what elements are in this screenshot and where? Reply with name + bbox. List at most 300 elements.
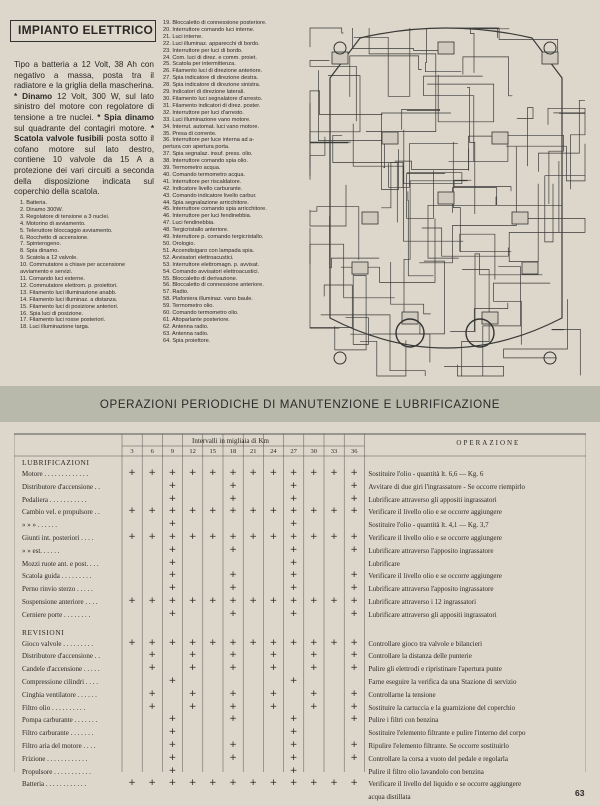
wiring-component (512, 212, 528, 224)
interval-mark: + (188, 637, 197, 648)
legend-item: 48. Tergicristallo anteriore. (163, 227, 229, 234)
interval-mark: + (209, 637, 217, 648)
wire (335, 276, 366, 350)
legend-item: 51. Accendisigaro con lampada spia. (163, 247, 255, 254)
interval-mark: + (289, 480, 298, 491)
interval-mark: + (168, 468, 177, 478)
interval-mark: + (128, 637, 136, 648)
interval-mark: + (209, 468, 217, 478)
interval-mark: + (350, 468, 358, 478)
interval-mark: + (249, 506, 257, 517)
km-column-header: 21 (249, 448, 257, 455)
legend-item: 57. Radio. (163, 289, 189, 296)
table-row-label: Giunti int. posteriori . . . . (22, 534, 94, 542)
interval-mark: + (350, 701, 358, 712)
interval-mark: + (269, 663, 278, 674)
interval-mark: + (209, 506, 217, 517)
interval-mark: + (229, 532, 237, 542)
interval-mark: + (289, 596, 298, 606)
wiring-component (402, 312, 418, 324)
section-title: IMPIANTO ELETTRICO (10, 20, 156, 42)
table-row-operation: Verificare il livello olio e se occorre aggiungere (368, 572, 502, 581)
interval-mark: + (289, 608, 298, 619)
interval-mark: + (229, 701, 237, 712)
interval-mark: + (148, 637, 156, 648)
table-row-label: Frizione . . . . . . . . . . . . (22, 754, 88, 763)
legend-item: 38. Interruttore comando spia olio. (163, 158, 248, 165)
interval-mark: + (330, 637, 338, 648)
legend-item: 40. Comando termometro acqua. (163, 171, 246, 178)
interval-mark: + (128, 506, 136, 517)
interval-mark: + (168, 637, 177, 648)
intervals-header: Intervalli in migliaia di Km (192, 437, 269, 445)
legend-item: 56. Bloccaletto di connessione anteriore. (163, 282, 264, 289)
interval-mark: + (350, 583, 358, 594)
legend-item: 42. Indicatore livello carburante. (163, 185, 243, 192)
interval-mark: + (229, 778, 237, 789)
interval-mark: + (289, 637, 298, 648)
interval-mark: + (289, 714, 298, 725)
interval-mark: + (330, 778, 338, 789)
legend-item: 41. Interruttore per riscaldatore. (163, 178, 242, 185)
table-row-label: Compressione cilindri . . . . (22, 678, 99, 686)
legend-item: 49. Interruttore p. comando tergicristallo. (163, 234, 264, 241)
wire (391, 262, 431, 314)
legend-item: 3. Regolatore di tensione a 3 nuclei. (20, 213, 110, 220)
interval-mark: + (330, 532, 338, 542)
wire (310, 28, 344, 47)
legend-item: 32. Interruttore per luci d'arresto. (163, 109, 244, 116)
interval-mark: + (269, 532, 278, 542)
table-row-label: Motore . . . . . . . . . . . . . (22, 470, 89, 478)
interval-mark: + (289, 532, 298, 542)
interval-mark: + (310, 688, 318, 699)
legend-item: 20. Interruttore comando luci interne. (163, 26, 255, 33)
legend-item: 29. Indicatori di direzione laterali. (163, 89, 245, 96)
table-row-label: Candele d'accensione . . . . . (22, 665, 100, 674)
legend-item: 34. Interrut. automat. luci vano motore. (163, 123, 260, 130)
interval-mark: + (128, 468, 136, 478)
wire (453, 188, 562, 213)
table-row-operation: Sostituire l'elemento filtrante e pulire l'interno del corpo (368, 729, 526, 738)
table-row-label: Filtro carburante . . . . . . . (22, 729, 94, 738)
legend-item: 55. Bloccaletto di derivazione. (163, 275, 238, 282)
table-row-operation: Lubrificare (368, 559, 400, 568)
interval-mark: + (168, 765, 177, 776)
interval-mark: + (128, 778, 136, 789)
interval-mark: + (229, 468, 237, 478)
wire (382, 113, 451, 190)
table-row-operation: Controllarne la tensione (368, 690, 436, 699)
table-row-label: Filtro olio . . . . . . . . . . (22, 703, 86, 712)
legend-item: 7. Spinterogeno. (20, 241, 62, 248)
legend-item: 37. Spia segnalaz. insuf. press. olio. (163, 151, 253, 158)
table-row-operation: Lubrificare attraverso l'apposito ingrassatore (368, 585, 494, 594)
intro-run: 12 Volt, 300 W, sul lato sinistro del motore con regolatore di tensione a tre nuclei. (14, 91, 154, 122)
table-row-operation: Farne eseguire la verifica da una Stazione di servizio (368, 678, 517, 686)
legend-left (20, 200, 155, 331)
interval-mark: + (229, 480, 237, 491)
wiring-diagram (300, 18, 592, 386)
table-row-label: Gioco valvole . . . . . . . . . (22, 639, 93, 648)
table-row-operation: Sostituire la cartuccia e la guarnizione del coperchio (368, 703, 516, 712)
wire (420, 261, 445, 334)
interval-mark: + (148, 688, 156, 699)
interval-mark: + (229, 650, 237, 661)
wire (454, 180, 511, 191)
interval-mark: + (310, 663, 318, 674)
interval-mark: + (269, 650, 278, 661)
interval-mark: + (229, 608, 237, 619)
interval-mark: + (310, 701, 318, 712)
interval-mark: + (289, 519, 298, 530)
table-row-label: Sospensione anteriore . . . . (22, 598, 98, 606)
table-row-label: Distributore d'accensione . . (22, 652, 101, 661)
table-row-label: Scatola guida . . . . . . . . . (22, 572, 92, 581)
legend-item: 62. Antenna radio. (163, 323, 209, 330)
wire (450, 28, 558, 63)
table-row-label: Filtro aria del motore . . . . (22, 742, 96, 750)
section-lubrificazioni: LUBRIFICAZIONI (22, 458, 90, 467)
table-row-operation: Pulire gli elettrodi e ripristinare l'apertura punte (368, 665, 502, 674)
wiring-component (492, 132, 508, 144)
interval-mark: + (289, 570, 298, 581)
intro-run: sul quadrante del contagiri motore. (14, 123, 151, 133)
interval-mark: + (350, 532, 358, 542)
legend-item: 47. Luci fendinebbia. (163, 220, 215, 227)
km-column-header: 30 (310, 448, 318, 455)
interval-mark: + (269, 701, 278, 712)
interval-mark: + (289, 765, 298, 776)
interval-mark: + (168, 752, 177, 763)
table-row-operation: Pulire il filtro olio lavandolo con benzina (368, 767, 484, 776)
interval-mark: + (168, 544, 177, 555)
table-row-operation: Verificare il livello del liquido e se occorre aggiungere (368, 780, 522, 789)
legend-item: 53. Interruttore elettromagn. p. avvisat. (163, 261, 260, 268)
table-row-operation: Controllare gioco tra valvole e bilancieri (368, 639, 483, 648)
interval-mark: + (289, 468, 298, 478)
interval-mark: + (229, 663, 237, 674)
interval-mark: + (148, 778, 156, 789)
intro-run: posta sotto il cofano motore sul lato destro, contiene 10 valvole da 15 A a protezione dei vari circuiti a seconda della disposizione indicata sul coperchio della scatola. (14, 134, 154, 197)
interval-mark: + (289, 740, 298, 750)
legend-item: 33. Luci illuminazione vano motore. (163, 116, 251, 123)
legend-item: 19. Bloccaletto di connessione posteriore. (163, 20, 267, 26)
legend-item: 5. Teleruttore bloccaggio avviamento. (20, 227, 113, 234)
interval-mark: + (168, 727, 177, 738)
interval-mark: + (148, 663, 156, 674)
intro-run: Tipo a batteria a 12 Volt, 38 Ah con negativo a massa, posta tra il radiatore e la griglia della mascherina. (14, 60, 154, 91)
interval-mark: + (229, 493, 237, 504)
interval-mark: + (168, 570, 177, 581)
legend-item: 50. Orologio. (163, 241, 196, 247)
interval-mark: + (289, 752, 298, 763)
interval-mark: + (350, 637, 358, 648)
interval-mark: + (350, 778, 358, 789)
interval-mark: + (289, 676, 298, 686)
wire (504, 299, 568, 358)
interval-mark: + (350, 688, 358, 699)
interval-mark: + (128, 532, 136, 542)
wire (506, 144, 585, 181)
interval-mark: + (310, 506, 318, 517)
interval-mark: + (269, 468, 278, 478)
wire (507, 135, 564, 204)
legend-item: 46. Interruttore per luci fendinebbia. (163, 213, 252, 220)
interval-mark: + (350, 544, 358, 555)
interval-mark: + (168, 506, 177, 517)
interval-mark: + (188, 688, 197, 699)
interval-mark: + (350, 608, 358, 619)
legend-item: 28. Spia indicatore di direzione sinistra. (163, 82, 261, 89)
legend-item: 8. Spia dinamo. (20, 248, 59, 255)
legend-item: 52. Avvisatori elettroacustici. (163, 254, 234, 261)
legend-item: 61. Altoparlante posteriore. (163, 316, 230, 323)
steering-wheel-icon (466, 319, 494, 347)
legend-item: 27. Spia indicatore di direzione destra. (163, 75, 259, 82)
interval-mark: + (330, 468, 338, 478)
wire (427, 75, 494, 122)
interval-mark: + (269, 688, 278, 699)
interval-mark: + (310, 650, 318, 661)
intro-bold-run: * Scatola valvole fusibili (14, 123, 154, 144)
interval-mark: + (168, 676, 177, 686)
interval-mark: + (249, 637, 257, 648)
interval-mark: + (310, 532, 318, 542)
interval-mark: + (229, 740, 237, 750)
legend-item: 25. Scatola per intermittenza. (163, 61, 236, 68)
interval-mark: + (229, 714, 237, 725)
interval-mark: + (289, 544, 298, 555)
wire (310, 285, 352, 328)
interval-mark: + (350, 650, 358, 661)
km-column-header: 36 (350, 448, 358, 455)
wiring-component (438, 192, 454, 204)
legend-item: 31. Filamento indicatori di direz. poster. (163, 102, 261, 109)
legend-item: 11. Comando luci esterne. (20, 275, 85, 282)
table-row-operation: Controllare la distanza delle punterie (368, 652, 472, 661)
intro-bold-run: * Dinamo (14, 91, 53, 101)
interval-mark: + (148, 596, 156, 606)
table-row-operation: Lubrificare attraverso i 12 ingrassatori (368, 598, 477, 606)
interval-mark: + (229, 506, 237, 517)
intro-bold-run: * Spia dinamo (97, 112, 154, 122)
wiring-component (522, 262, 538, 274)
interval-mark: + (350, 570, 358, 581)
banner-title: OPERAZIONI PERIODICHE DI MANUTENZIONE E LUBRIFICAZIONE (99, 398, 501, 411)
interval-mark: + (148, 532, 156, 542)
interval-mark: + (350, 480, 358, 491)
interval-mark: + (249, 532, 257, 542)
wire (460, 234, 495, 279)
section-revisioni: REVISIONI (22, 627, 65, 637)
wire (310, 129, 348, 180)
wire (470, 28, 474, 73)
km-column-header: 24 (270, 448, 277, 455)
interval-mark: + (188, 650, 197, 661)
wire (395, 149, 469, 170)
km-column-header: 18 (229, 448, 237, 455)
interval-mark: + (188, 596, 197, 606)
legend-item: 16. Spia luci di posizione. (20, 310, 84, 317)
interval-mark: + (229, 596, 237, 606)
interval-mark: + (269, 506, 278, 517)
table-row-operation: Lubrificare attraverso gli appositi ingrassatori (368, 610, 497, 619)
legend-item: 45. Interruttore comando spia arricchitore. (163, 206, 267, 213)
lamp-icon (334, 352, 346, 364)
table-row-label: Propulsore . . . . . . . . . . . (22, 767, 91, 776)
wire (444, 365, 503, 376)
interval-mark: + (209, 596, 217, 606)
interval-mark: + (289, 493, 298, 504)
table-row-operation: Sostituire l'olio - quantità lt. 6,6 — Kg. 6 (368, 470, 484, 478)
table-row-label: » » est. . . . . . (22, 546, 60, 555)
interval-mark: + (269, 596, 278, 606)
table-row-operation: Verificare il livello olio e se occorre aggiungere (368, 534, 502, 542)
wire (366, 28, 436, 132)
km-column-header: 27 (290, 448, 297, 455)
legend-item: 58. Plafoniera illuminaz. vano baule. (163, 296, 253, 303)
legend-item: 2. Dinamo 300W. (20, 206, 63, 213)
interval-mark: + (168, 519, 177, 530)
table-row-operation: Avvitare di due giri l'ingrassatore - Se occorre riempirlo (368, 482, 526, 491)
wire (310, 228, 339, 329)
legend-item: 13. Filamento luci illuminazione anabb. (20, 289, 117, 296)
table-row-label: Pompa carburante . . . . . . . (22, 716, 98, 725)
interval-mark: + (229, 688, 237, 699)
legend-item: 17. Filamento luci rosse posteriori. (20, 317, 106, 324)
legend-item: 30. Filamento luci segnalatore d'arresto. (163, 95, 263, 102)
km-column-header: 3 (130, 448, 134, 455)
legend-item: 54. Comando avvisatori elettroacustici. (163, 268, 260, 275)
legend-item: 59. Termometro olio. (163, 303, 214, 310)
interval-mark: + (148, 468, 156, 478)
interval-mark: + (350, 752, 358, 763)
legend-item: 43. Comando indicatore livello carbur. (163, 192, 257, 199)
interval-mark: + (148, 650, 156, 661)
legend-item: 26. Filamento luci di direzione anteriore. (163, 68, 263, 75)
interval-mark: + (229, 752, 237, 763)
legend-item: 36. Interruttore per luce interna ad a- (163, 137, 255, 144)
interval-mark: + (168, 778, 177, 789)
operation-header: OPERAZIONE (456, 439, 521, 447)
interval-mark: + (249, 596, 257, 606)
wire (354, 28, 410, 96)
table-row-operation: Verificare il livello olio e se occorre aggiungere (368, 508, 502, 517)
interval-mark: + (350, 714, 358, 725)
wiring-component (382, 132, 398, 144)
legend-item: 14. Filamento luci illuminaz. a distanza. (20, 296, 118, 303)
wire (350, 56, 422, 97)
legend-item: 15. Filamento luci di posizione anteriori. (20, 303, 119, 310)
interval-mark: + (188, 701, 197, 712)
interval-mark: + (229, 544, 237, 555)
table-row-label: Perno rinvio sterzo . . . . . (22, 585, 93, 594)
wire (310, 76, 360, 138)
interval-mark: + (229, 637, 237, 648)
interval-mark: + (269, 778, 278, 789)
legend-item: avviamento e servizi. (20, 269, 73, 276)
km-column-header: 9 (170, 448, 175, 455)
interval-mark: + (350, 596, 358, 606)
table-row-label: Cinghia ventilatore . . . . . . (22, 690, 97, 699)
interval-mark: + (229, 583, 237, 594)
table-row-label: Pedaliera . . . . . . . . . . . (22, 495, 87, 504)
legend-item: 9. Scatola a 12 valvole. (20, 255, 78, 262)
wire (402, 109, 440, 129)
wiring-component (362, 212, 378, 224)
legend-item: 18. Luci illuminazione targa. (20, 324, 90, 331)
wiring-component (482, 312, 498, 324)
table-row-label: Cambio vel. e propulsore . . (22, 508, 100, 517)
interval-mark: + (289, 778, 298, 789)
table-row-operation: Pulire i filtri con benzina (368, 716, 439, 725)
wire (527, 161, 585, 232)
wiring-component (352, 262, 368, 274)
wire (310, 207, 359, 260)
interval-mark: + (269, 637, 278, 648)
km-column-header: 12 (189, 448, 196, 455)
table-row-label: » » » . . . . . . (22, 521, 57, 530)
legend-item: 44. Spia segnalazione arricchitore. (163, 199, 249, 206)
interval-mark: + (188, 778, 197, 789)
legend-item: 64. Spia proiettore. (163, 337, 211, 344)
interval-mark: + (168, 714, 177, 725)
interval-mark: + (350, 740, 358, 750)
interval-mark: + (229, 570, 237, 581)
interval-mark: + (249, 468, 257, 478)
interval-mark: + (330, 596, 338, 606)
interval-mark: + (350, 663, 358, 674)
table-row-label: Distributore d'accensione . . (22, 482, 101, 491)
legend-item: pertura con apertura porta. (163, 144, 230, 151)
table-row-label: Batteria . . . . . . . . . . . . (22, 780, 87, 789)
legend-item: 35. Presa di corrente. (163, 130, 217, 137)
interval-mark: + (168, 596, 177, 606)
interval-mark: + (168, 480, 177, 491)
interval-mark: + (350, 493, 358, 504)
legend-right (163, 20, 303, 345)
legend-item: 4. Motorino di avviamento. (20, 220, 86, 227)
interval-mark: + (168, 493, 177, 504)
wire (552, 329, 580, 375)
table-row-operation: Ripulire l'elemento filtrante. Se occorre sostituirlo (368, 742, 509, 750)
table-row-operation: Controllare la corsa a vuoto del pedale e regolarla (368, 754, 508, 763)
interval-mark: + (188, 506, 197, 517)
interval-mark: + (188, 468, 197, 478)
km-column-header: 33 (330, 448, 338, 455)
interval-mark: + (188, 532, 197, 542)
legend-item: 24. Com. luci di direz. e comm. proiet. (163, 54, 257, 61)
table-row-label: Cerniere porte . . . . . . . . (22, 610, 91, 619)
table-row-operation: Sostituire l'olio - quantità lt. 4,1 — Kg. 3,7 (368, 521, 489, 530)
wire (428, 197, 496, 259)
legend-item: 39. Termometro acqua. (163, 165, 221, 172)
legend-item: 6. Rocchetto di accensione. (20, 234, 89, 241)
wire (545, 176, 585, 242)
wire (404, 181, 468, 319)
wire (453, 142, 511, 252)
legend-item: 23. Interruttore per luci di bordo. (163, 47, 243, 54)
interval-mark: + (289, 727, 298, 738)
page-number: 63 (575, 788, 585, 798)
legend-item: 12. Commutatore elettrom. p. proiettori. (20, 282, 118, 289)
interval-mark: + (188, 663, 197, 674)
wiring-component (438, 42, 454, 54)
legend-item: 63. Antenna radio. (163, 330, 209, 337)
legend-item: 60. Comando termometro olio. (163, 310, 239, 317)
legend-item: 10. Commutatore a chiave per accensione (20, 262, 126, 269)
